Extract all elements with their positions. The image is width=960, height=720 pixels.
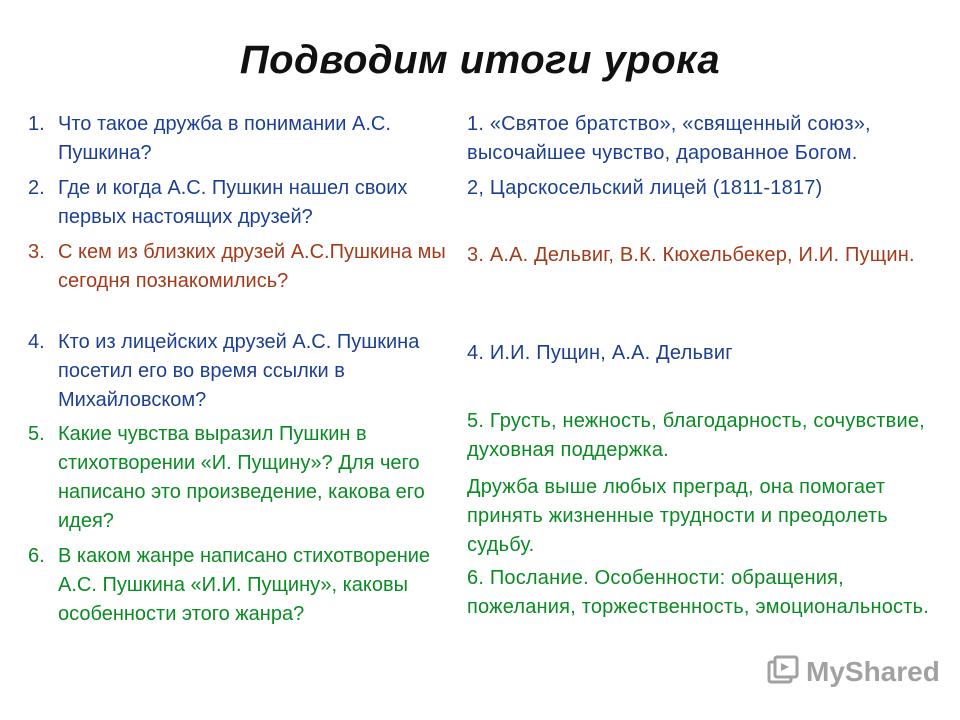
question-text: В каком жанре написано стихотворение А.С. Пушкина «И.И. Пущину», каковы особенности этого жанра? [58,545,431,625]
myshared-logo-icon [766,653,800,692]
question-2 [28,174,468,232]
page-title: Подводим итоги урока [239,38,721,82]
answer-4: 4. И.И. Пущин, А.А. Дельвиг [467,342,733,364]
question-1 [28,110,468,168]
question-number: 4. [28,331,45,353]
answer-5-continued: Дружба выше любых преград, она помогает принять жизненные трудности и преодолеть судьбу. [467,476,888,556]
answer-2: 2, Царскосельский лицей (1811-1817) [467,177,823,199]
watermark [766,652,940,692]
question-number: 3. [28,241,45,263]
answer-6: 6. Послание. Особенности: обращения, пожелания, торжественность, эмоциональность. [467,567,929,618]
answer-5: 5. Грусть, нежность, благодарность, сочувствие, духовная поддержка. [467,410,925,461]
question-4 [28,328,468,415]
question-number: 5. [28,423,45,445]
question-number: 6. [28,545,45,567]
question-number: 2. [28,177,45,199]
answer-1: 1. «Святое братство», «священный союз», высочайшее чувство, дарованное Богом. [467,113,871,164]
question-text: Какие чувства выразил Пушкин в стихотворении «И. Пущину»? Для чего написано это произведение, какова его идея? [58,423,425,532]
answer-3: 3. А.А. Дельвиг, В.К. Кюхельбекер, И.И. Пущин. [467,244,915,266]
question-text: Кто из лицейских друзей А.С. Пушкина посетил его во время ссылки в Михайловском? [58,331,420,411]
watermark-text: MyShared [806,656,940,687]
question-text: Что такое дружба в понимании А.С. Пушкина? [58,113,391,164]
question-text: С кем из близких друзей А.С.Пушкина мы сегодня познакомились? [58,241,446,292]
question-number: 1. [28,113,45,135]
question-3 [28,238,468,296]
question-6 [28,542,468,629]
question-text: Где и когда А.С. Пушкин нашел своих первых настоящих друзей? [58,177,408,228]
question-5 [28,420,468,536]
